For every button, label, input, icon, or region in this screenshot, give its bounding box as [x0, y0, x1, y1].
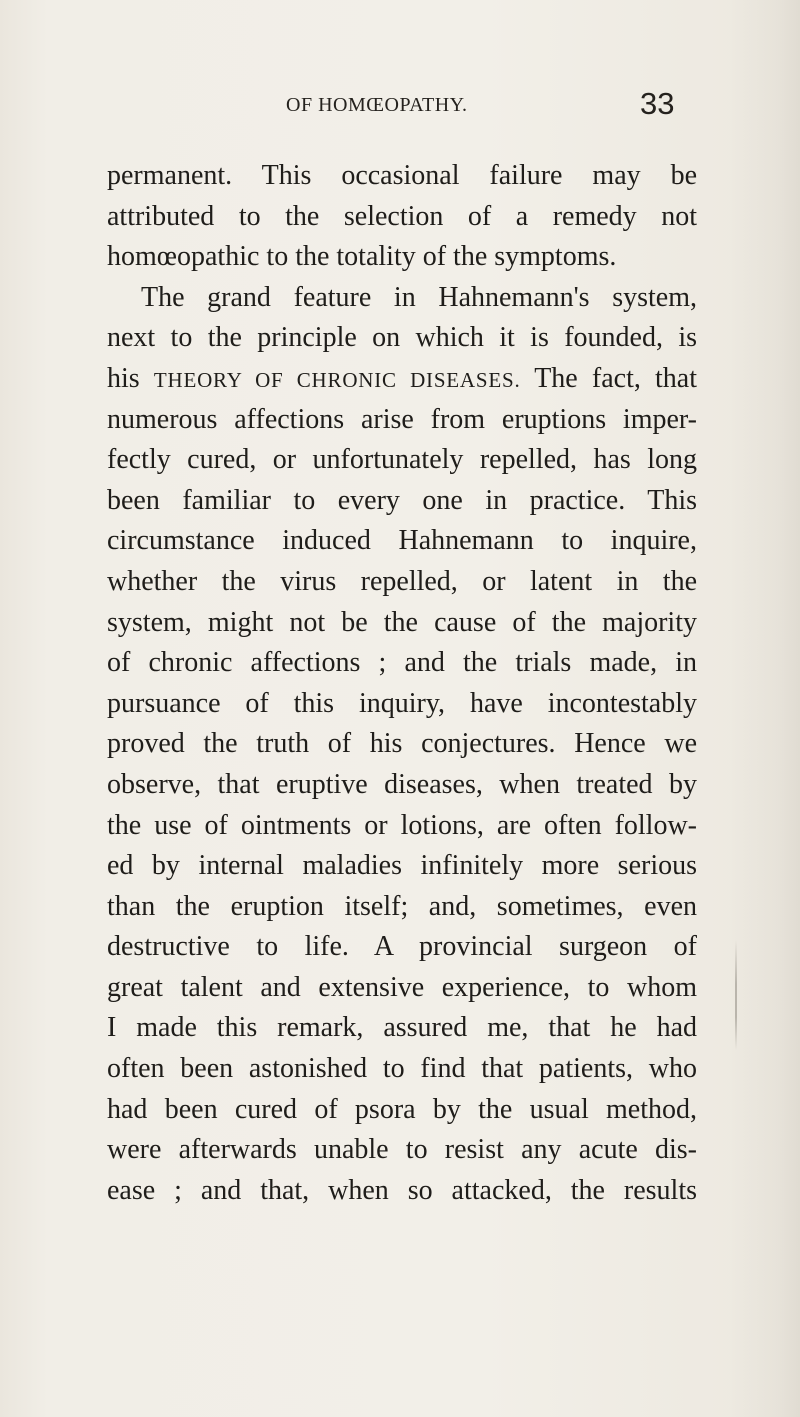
text-line: were afterwards unable to resist any acute dis- — [107, 1134, 697, 1166]
text-line: proved the truth of his conjectures. Hence we — [107, 728, 697, 760]
text-line: observe, that eruptive diseases, when treated by — [107, 768, 697, 800]
text-line: homœopathic to the totality of the symptoms. — [107, 241, 617, 273]
text-line: The grand feature in Hahnemann's system, — [141, 281, 697, 313]
page-edge-mark — [735, 940, 737, 1050]
text-line: circumstance induced Hahnemann to inquire, — [107, 525, 697, 557]
small-caps-phrase: THEORY OF CHRONIC DISEASES. — [153, 367, 521, 392]
text-line: ed by internal maladies infinitely more serious — [107, 850, 697, 882]
text-line: permanent. This occasional failure may be — [107, 160, 697, 191]
text-fragment: his — [107, 362, 140, 394]
text-line-mixed — [107, 359, 697, 400]
text-line: pursuance of this inquiry, have incontestably — [107, 687, 697, 719]
page-edge-shadow — [730, 0, 800, 1417]
text-line: fectly cured, or unfortunately repelled, has long — [107, 444, 697, 476]
text-line: numerous affections arise from eruptions imper- — [107, 403, 697, 435]
text-line: system, might not be the cause of the majority — [107, 606, 697, 638]
text-line: than the eruption itself; and, sometimes, even — [107, 890, 697, 922]
text-line: great talent and extensive experience, to whom — [107, 971, 697, 1003]
text-line: next to the principle on which it is founded, is — [107, 322, 697, 354]
body-text — [107, 156, 697, 1211]
text-line: often been astonished to find that patients, who — [107, 1053, 697, 1085]
text-line: whether the virus repelled, or latent in the — [107, 565, 697, 597]
text-line: destructive to life. A provincial surgeon of — [107, 931, 697, 963]
text-line: the use of ointments or lotions, are often follow- — [107, 809, 697, 841]
running-head — [0, 84, 800, 124]
text-line: had been cured of psora by the usual method, — [107, 1093, 697, 1125]
running-title: OF HOMŒOPATHY. — [286, 94, 468, 116]
text-line: I made this remark, assured me, that he had — [107, 1012, 697, 1044]
text-line: been familiar to every one in practice. This — [107, 484, 697, 516]
text-fragment: The fact, that — [534, 362, 698, 394]
text-line: of chronic affections ; and the trials made, in — [107, 647, 697, 679]
text-line: attributed to the selection of a remedy not — [107, 200, 697, 232]
text-line: ease ; and that, when so attacked, the results — [107, 1174, 697, 1206]
page-number: 33 — [640, 86, 675, 121]
